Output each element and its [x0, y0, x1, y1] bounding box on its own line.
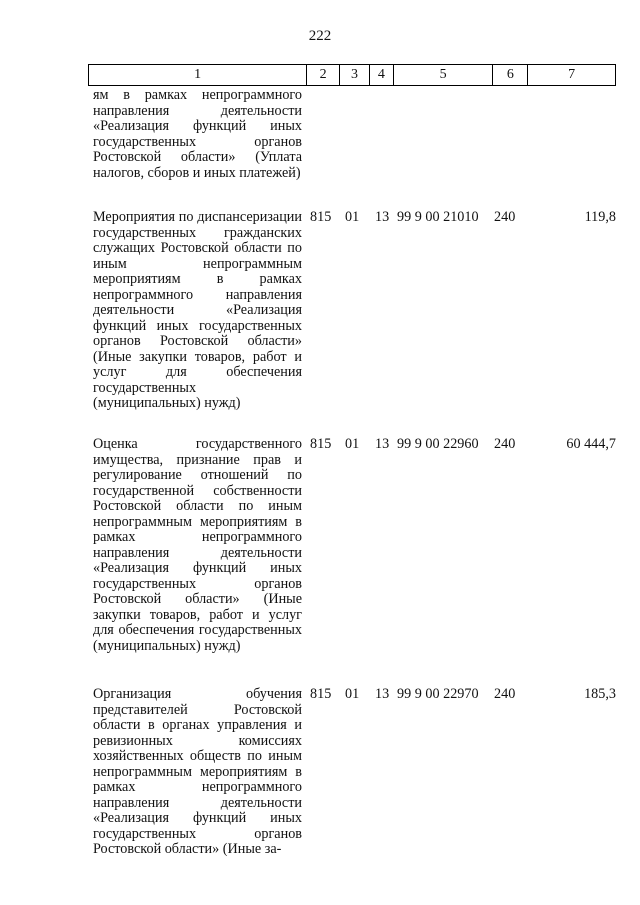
- row-amount: 60 444,7: [566, 436, 616, 452]
- row-vr: 240: [494, 686, 516, 702]
- row-csr: 99 9 00 21010: [397, 209, 479, 225]
- row-csr: 99 9 00 22960: [397, 436, 479, 452]
- header-cell-6: 6: [493, 65, 528, 85]
- row-razdel: 01: [345, 209, 360, 225]
- row-description: Организация обучения представителей Ростовской области в органах управления и ревизионных комиссиях хозяйственных обществ по иным непрограммным мероприятиям в рамках непрограммного направления деятельности «Реализация функций иных государственных органов Ростовской области» (Иные за-: [93, 686, 302, 857]
- row-ved: 815: [310, 209, 332, 225]
- row-ved: 815: [310, 686, 332, 702]
- table-header: [88, 64, 616, 86]
- row-vr: 240: [494, 209, 516, 225]
- header-cell-4: 4: [370, 65, 394, 85]
- row-razdel: 01: [345, 436, 360, 452]
- row-description: Мероприятия по диспансеризации государственных гражданских служащих Ростовской области по иным непрограммным мероприятиям в рамках непрограммного направления деятельности «Реализация функций иных государственных органов Ростовской области» (Иные закупки товаров, работ и услуг для обеспечения государственных (муниципальных) нужд): [93, 209, 302, 411]
- row-ved: 815: [310, 436, 332, 452]
- header-cell-7: 7: [568, 67, 576, 82]
- header-cell-1: 1: [89, 65, 307, 85]
- row-csr: 99 9 00 22970: [397, 686, 479, 702]
- header-cell-2: 2: [307, 65, 340, 85]
- header-cell-5: 5: [394, 65, 494, 85]
- page-number: 222: [308, 28, 332, 44]
- row-vr: 240: [494, 436, 516, 452]
- row-description: Оценка государственного имущества, признание прав и регулирование отношений по государственной собственности Ростовской области по иным непрограммным мероприятиям в рамках непрограммного направления деятельности «Реализация функций иных государственных органов Ростовской области» (Иные закупки товаров, работ и услуг для обеспечения государственных (муниципальных) нужд): [93, 436, 302, 654]
- row-description: ям в рамках непрограммного направления деятельности «Реализация функций иных государственных органов Ростовской области» (Уплата налогов, сборов и иных платежей): [93, 87, 302, 181]
- row-amount: 119,8: [584, 209, 616, 225]
- row-podrazdel: 13: [375, 686, 390, 702]
- row-razdel: 01: [345, 686, 360, 702]
- header-cell-3: 3: [340, 65, 370, 85]
- row-podrazdel: 13: [375, 209, 390, 225]
- row-amount: 185,3: [584, 686, 616, 702]
- row-podrazdel: 13: [375, 436, 390, 452]
